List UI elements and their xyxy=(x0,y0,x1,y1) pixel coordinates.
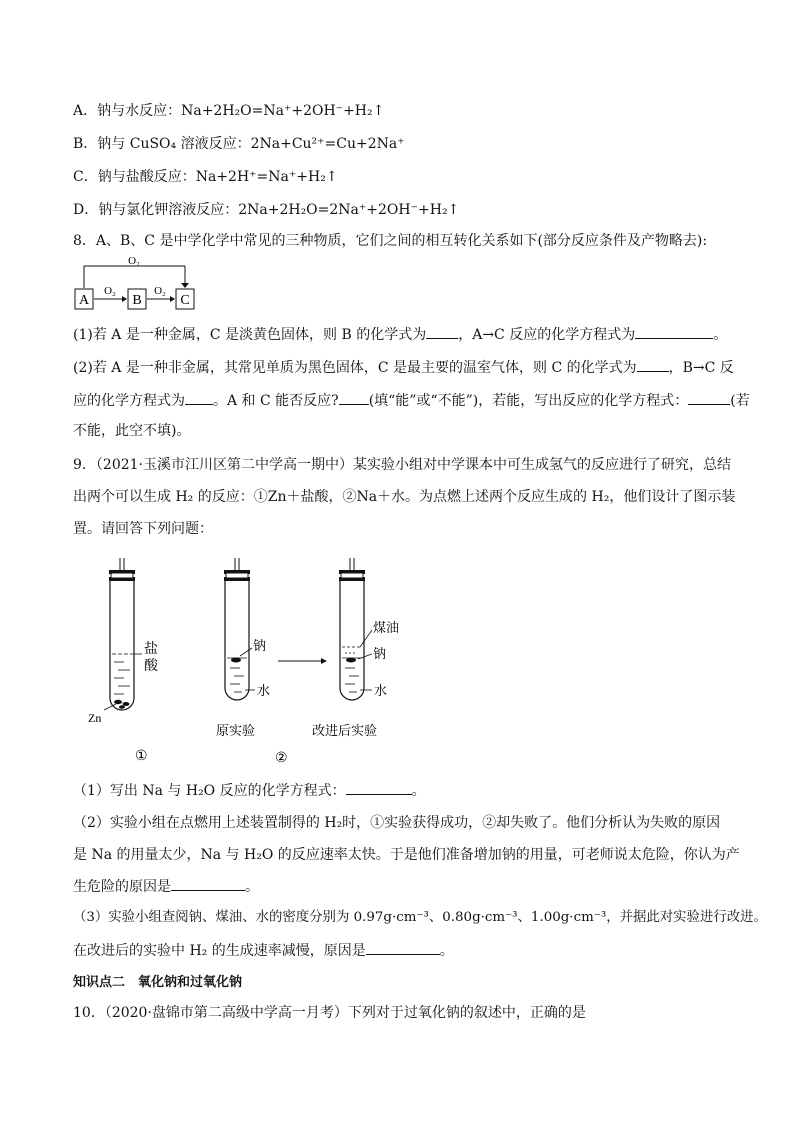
option-b: B．钠与 CuSO₄ 溶液反应：2Na+Cu²⁺=Cu+2Na⁺ xyxy=(73,136,405,152)
q9-s3-text: 在改进后的实验中 H₂ 的生成速率减慢，原因是 xyxy=(73,943,366,959)
q9-s1-end: 。 xyxy=(411,783,426,799)
q8-p2-text-b: ，B→C 反 xyxy=(668,360,734,376)
arrow-head-bc xyxy=(170,296,175,302)
q9-sub2-line3 xyxy=(73,876,259,897)
q9-s1-text: （1）写出 Na 与 H₂O 反应的化学方程式： xyxy=(73,783,346,799)
q9-s3-end: 。 xyxy=(439,943,454,959)
q9-apparatus-figure xyxy=(80,550,420,765)
q8-part2-line3: 不能，此空不填)。 xyxy=(73,423,191,439)
q8-p2-text-a: (2)若 A 是一种非金属，其常见单质为黑色固体，C 是最主要的温室气体，则 C 的化学式为 xyxy=(73,360,637,376)
q8-p2-text-d: 。A 和 C 能否反应? xyxy=(213,393,339,409)
na-piece xyxy=(346,658,356,663)
answer-blank[interactable] xyxy=(171,876,245,891)
q9-line2: 出两个可以生成 H₂ 的反应：①Zn＋盐酸，②Na＋水。为点燃上述两个反应生成的 H₂，他们设计了图示装 xyxy=(73,489,736,505)
answer-blank[interactable] xyxy=(346,780,412,795)
box-c-label: C xyxy=(180,293,190,308)
zn-granule xyxy=(119,705,125,709)
fig-num-2: ② xyxy=(275,751,288,765)
q9-sub3-line2 xyxy=(73,940,454,961)
o2-bc-label: O₂ xyxy=(154,285,166,297)
option-d: D．钠与氯化钾溶液反应：2Na+2H₂O=2Na⁺+2OH⁻+H₂↑ xyxy=(73,202,460,218)
arrow-head-top xyxy=(181,283,189,288)
q8-part1 xyxy=(73,324,727,345)
q8-p1-text-a: (1)若 A 是一种金属，C 是淡黄色固体，则 B 的化学式为 xyxy=(73,327,427,343)
q8-p2-text-c: 应的化学方程式为 xyxy=(73,393,185,409)
q8-stem: 8．A、B、C 是中学化学中常见的三种物质，它们之间的相互转化关系如下(部分反应条件及产物略去): xyxy=(73,233,708,249)
tube-2 xyxy=(224,558,255,700)
section-title: 知识点二 氧化钠和过氧化钠 xyxy=(73,975,243,990)
na-leader xyxy=(240,648,252,656)
q9-sub3-line1: （3）实验小组查阅钠、煤油、水的密度分别为 0.97g·cm⁻³、0.80g·cm⁻³、1.00g·cm⁻³，并据此对实验进行改进。 xyxy=(73,910,767,925)
q8-p1-text-c: 。 xyxy=(713,327,728,343)
o2-ab-label: O₂ xyxy=(104,285,116,297)
answer-blank[interactable] xyxy=(635,324,713,339)
caption-original: 原实验 xyxy=(216,724,256,739)
box-a-label: A xyxy=(78,293,90,308)
water-label-a: 水 xyxy=(257,684,271,699)
q9-sub1 xyxy=(73,780,426,801)
answer-blank[interactable] xyxy=(366,940,440,955)
na-leader xyxy=(358,654,372,659)
answer-blank[interactable] xyxy=(426,324,458,339)
water-label-b: 水 xyxy=(374,684,388,699)
na-label-b: 钠 xyxy=(373,647,387,662)
zn-label: Zn xyxy=(88,711,102,725)
box-b-label: B xyxy=(132,293,142,308)
tube-1 xyxy=(104,558,142,710)
zn-granule xyxy=(114,700,122,704)
q8-part2 xyxy=(73,357,734,378)
q9-s2-text: 生危险的原因是 xyxy=(73,879,171,895)
q8-p2-text-f: (若 xyxy=(730,393,750,409)
answer-blank[interactable] xyxy=(688,390,730,405)
na-piece xyxy=(231,658,241,663)
option-c: C．钠与盐酸反应：Na+2H⁺=Na⁺+H₂↑ xyxy=(73,169,338,185)
q9-s2-end: 。 xyxy=(245,879,259,895)
q8-conversion-diagram xyxy=(72,256,202,316)
q8-p1-text-b: ，A→C 反应的化学方程式为 xyxy=(458,327,636,343)
q9-line1: 9．（2021·玉溪市江川区第二中学高一期中）某实验小组对中学课本中可生成氢气的反应进行了研究，总结 xyxy=(73,457,731,473)
answer-blank[interactable] xyxy=(185,390,213,405)
answer-blank[interactable] xyxy=(339,390,369,405)
q9-line3: 置。请回答下列问题： xyxy=(73,521,213,537)
zn-granule xyxy=(123,702,130,706)
caption-improved: 改进后实验 xyxy=(312,724,378,739)
kerosene-leader xyxy=(360,630,372,647)
answer-blank[interactable] xyxy=(637,357,669,372)
acid-label-2: 酸 xyxy=(144,658,158,674)
option-a: A．钠与水反应：Na+2H₂O=Na⁺+2OH⁻+H₂↑ xyxy=(73,103,385,119)
q9-sub2-line1: （2）实验小组在点燃用上述装置制得的 H₂时，①实验获得成功，②却失败了。他们分析认为失败的原因 xyxy=(73,815,721,831)
q8-p2-text-e: (填“能”或“不能”)，若能，写出反应的化学方程式： xyxy=(368,393,689,409)
transition-arrow-head xyxy=(321,658,327,664)
fig-num-1: ① xyxy=(135,749,148,764)
q9-sub2-line2: 是 Na 的用量太少，Na 与 H₂O 的反应速率太快。于是他们准备增加钠的用量，可老师说太危险，你认为产 xyxy=(73,847,740,863)
acid-label-1: 盐 xyxy=(144,641,158,657)
kerosene-label: 煤油 xyxy=(373,621,400,636)
q10-stem: 10．（2020·盘锦市第二高级中学高一月考）下列对于过氧化钠的叙述中，正确的是 xyxy=(73,1005,586,1021)
na-label-a: 钠 xyxy=(253,639,267,654)
arrow-head-ab xyxy=(122,296,127,302)
q8-part2-line2 xyxy=(73,390,750,411)
tube-3 xyxy=(339,558,372,700)
o2-top-label: O₂ xyxy=(128,256,140,267)
